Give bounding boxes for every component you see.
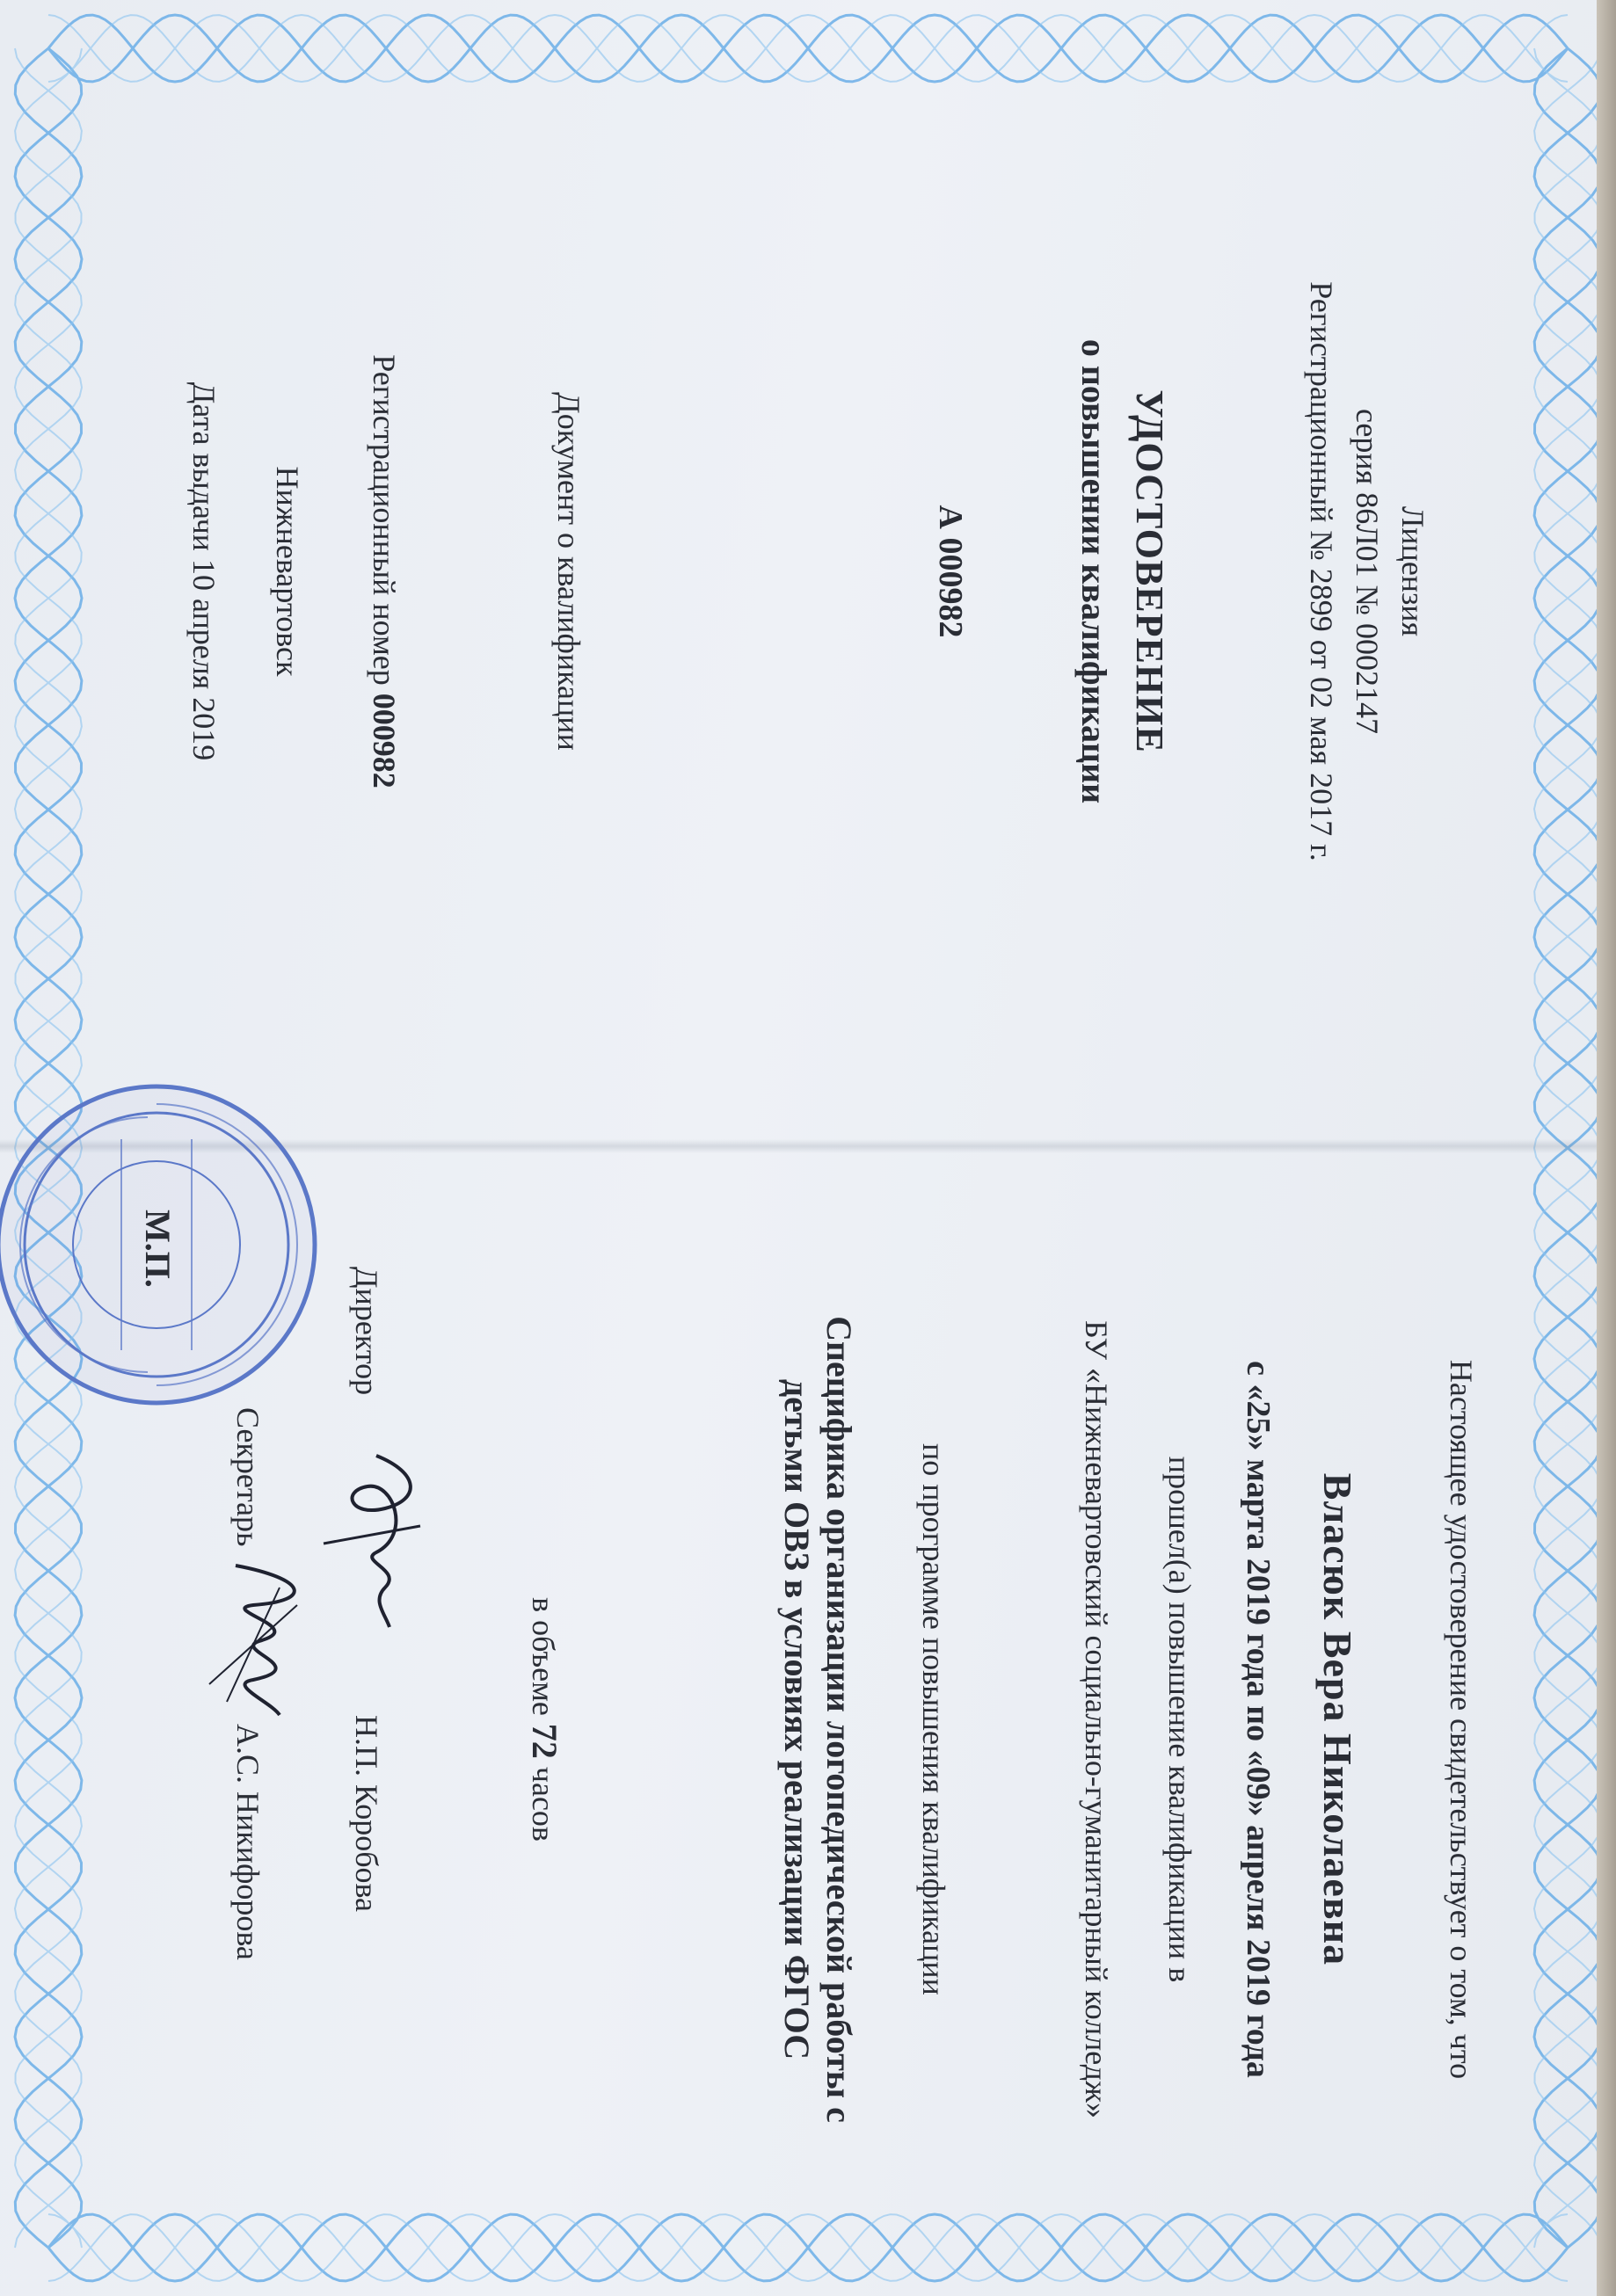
program-title-line1: Специфика организации логопедической работы с [819, 1316, 859, 2123]
issue-city: Нижневартовск [270, 466, 305, 677]
volume-row [524, 1148, 565, 2291]
certificate-number: А 000982 [932, 505, 969, 638]
certificate-subtitle: о повышении квалификации [1074, 338, 1114, 804]
registration-number-row [366, 0, 403, 1143]
license-label: Лицензия [1395, 505, 1430, 637]
director-label: Директор [349, 1267, 384, 1396]
intro-text: Настоящее удостоверение свидетельствует о том, что [1444, 1359, 1479, 2080]
person-name: Власюк Вера Николаевна [1315, 1472, 1360, 1966]
secretary-name: А.С. Никифорова [230, 1724, 266, 1960]
institution-name: БУ «Нижневартовский социально-гуманитарный колледж» [1079, 1320, 1114, 2118]
right-page [0, 1148, 1616, 2291]
seal-mark-label: М.П. [138, 1210, 178, 1288]
director-signature-icon [315, 1438, 438, 1640]
director-name: Н.П. Коробова [349, 1715, 384, 1913]
license-series: серия 86Л01 № 0002147 [1350, 409, 1385, 734]
registration-number-label: Регистрационный номер [367, 354, 402, 686]
program-label: по программе повышения квалификации [916, 1443, 951, 1995]
issue-date: Дата выдачи 10 апреля 2019 [186, 381, 222, 761]
secretary-signature-icon [200, 1552, 332, 1728]
certificate-title: УДОСТОВЕРЕНИЕ [1128, 389, 1171, 753]
license-registration: Регистрационный № 2899 от 02 мая 2017 г. [1304, 281, 1339, 861]
left-page [0, 0, 1616, 1143]
volume-hours: 72 [525, 1723, 564, 1759]
study-period: с «25» марта 2019 года по «09» апреля 2019 года [1240, 1361, 1277, 2078]
registration-number-value: 000982 [367, 693, 402, 788]
completed-text: прошел(а) повышение квалификации в [1162, 1456, 1197, 1983]
program-title-line2: детьми ОВЗ в условиях реализации ФГОС [777, 1378, 817, 2060]
stamp-area [0, 1078, 324, 1412]
secretary-label: Секретарь [230, 1407, 266, 1547]
volume-prefix: в объеме [526, 1597, 561, 1716]
volume-suffix: часов [526, 1766, 561, 1842]
document-type: Документ о квалификации [551, 392, 586, 751]
